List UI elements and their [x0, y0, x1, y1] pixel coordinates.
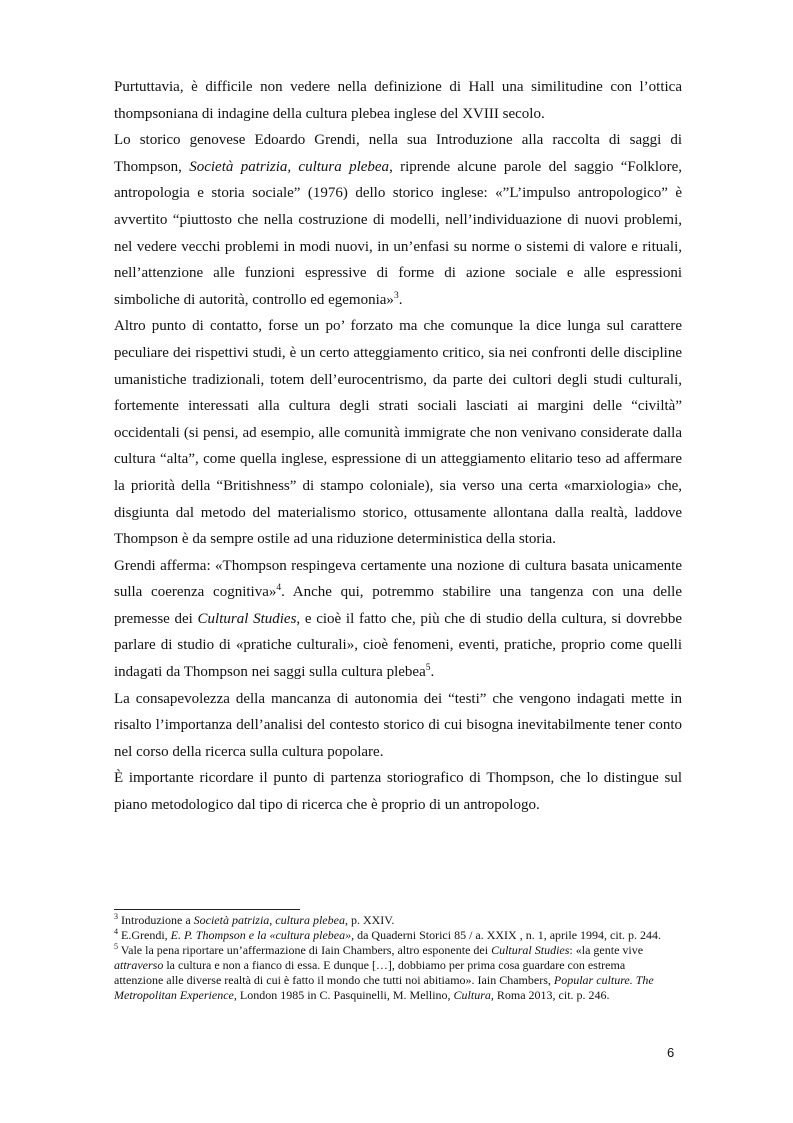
footnote-ref: 4 — [276, 583, 282, 594]
footnote-ref: 3 — [114, 912, 118, 921]
italic-text: E. P. Thompson e la «cultura plebea» — [170, 928, 352, 942]
text-run: , riprende alcune parole del saggio “Folklore, antropologia e storia sociale” (1976) dello storico inglese: «”L’impulso antropologico” è avvertito “piuttosto che nella costruzione di modelli, nell’individuazione di nuovi problemi, nel vedere vecchi problemi in modi nuovi, in un’enfasi su norme o sistemi di valore e rituali, nell’attenzione alle funzioni espressive di forme di azione sociale e alle espressioni simboliche di autorità, controllo ed egemonia» — [114, 158, 682, 308]
text-run: , da Quaderni Storici 85 / a. XXIX , n. 1, aprile 1994, cit. p. 244. — [351, 928, 662, 942]
footnote-ref: 5 — [114, 942, 118, 951]
text-run: , e cioè il fatto che, più che di studio della cultura, si dovrebbe parlare di studio di «pratiche culturali», cioè fenomeni, eventi, pratiche, proprio come quelli indagati da Thompson nei saggi sulla cultura plebea — [114, 610, 682, 681]
text-run: Grendi afferma: «Thompson respingeva certamente una nozione di cultura basata unicamente sulla coerenza cognitiva» — [114, 557, 682, 601]
text-run: La consapevolezza della mancanza di autonomia dei “testi” che vengono indagati mette in risalto l’importanza dell’analisi del contesto storico di cui bisogna inevitabilmente tener conto nel corso della ricerca sulla cultura popolare. — [114, 690, 682, 760]
footnote — [114, 943, 674, 1003]
footnote-ref: 3 — [393, 290, 399, 301]
text-run: . — [430, 664, 435, 681]
italic-text: Cultural Studies — [491, 943, 570, 957]
italic-text: Popular culture. The Metropolitan Experience — [114, 973, 654, 1002]
text-run: Introduzione a — [118, 913, 194, 927]
body-text — [114, 74, 682, 819]
paragraph — [114, 765, 682, 818]
text-run: , p. XXIV. — [344, 913, 395, 927]
text-run: , London 1985 in C. Pasquinelli, M. Mellino, — [233, 988, 454, 1002]
italic-text: Società patrizia, cultura plebea — [189, 158, 390, 175]
paragraph — [114, 127, 682, 313]
footnote — [114, 913, 674, 928]
italic-text: attraverso — [114, 958, 164, 972]
footnote-ref: 5 — [425, 663, 431, 674]
paragraph — [114, 553, 682, 686]
footnote-ref: 4 — [114, 927, 118, 936]
italic-text: Cultura — [453, 988, 491, 1002]
text-run: : «la gente vive — [569, 943, 644, 957]
text-run: Purtuttavia, è difficile non vedere nella definizione di Hall una similitudine con l’ottica thompsoniana di indagine della cultura plebea inglese del XVIII secolo. — [114, 79, 682, 122]
footnote-separator — [114, 909, 300, 910]
text-run: E.Grendi, — [118, 928, 171, 942]
text-run: È importante ricordare il punto di partenza storiografico di Thompson, che lo distingue sul piano metodologico dal tipo di ricerca che è proprio di un antropologo. — [114, 770, 682, 814]
italic-text: Società patrizia, cultura plebea — [193, 913, 345, 927]
text-run: Altro punto di contatto, forse un po’ forzato ma che comunque la dice lunga sul carattere peculiare dei rispettivi studi, è un certo atteggiamento critico, sia nei confronti delle discipline umanistiche tradizionali, totem dell’eurocentrismo, da parte dei cultori degli studi culturali, fortemente interessati alla cultura degli strati sociali lasciati ai margini delle “civiltà” occidentali (si pensi, ad esempio, alle comunità immigrate che non venivano considerate dalla cultura “alta”, come quella inglese, espressione di un atteggiamento elitario teso ad affermare la priorità della “Britishness” di stampo coloniale), sia verso una certa «marxiologia» che, disgiunta dal metodo del materialismo storico, ottusamente allontana dalla realtà, laddove Thompson è da sempre ostile ad una riduzione deterministica della storia. — [114, 318, 682, 548]
paragraph — [114, 74, 682, 127]
text-run: Lo storico genovese Edoardo Grendi, nella sua Introduzione alla raccolta di saggi di Thompson, — [114, 132, 682, 175]
text-run: , Roma 2013, cit. p. 246. — [490, 988, 610, 1002]
italic-text: Cultural Studies — [197, 610, 297, 627]
text-run: Vale la pena riportare un’affermazione di Iain Chambers, altro esponente dei — [118, 943, 492, 957]
footnotes — [114, 913, 674, 1003]
text-run: . Anche qui, potremmo stabilire una tangenza con una delle premesse dei — [114, 584, 682, 627]
text-run: . — [398, 291, 403, 308]
paragraph — [114, 313, 682, 552]
text-run: la cultura e non a fianco di essa. E dunque […], dobbiamo per prima cosa guardare con estrema attenzione alle diverse realtà di cui è fatto il mondo che tutti noi abitiamo». Iain Chambers, — [114, 958, 626, 987]
page-number: 6 — [667, 1045, 675, 1060]
paragraph — [114, 686, 682, 766]
footnote — [114, 928, 674, 943]
